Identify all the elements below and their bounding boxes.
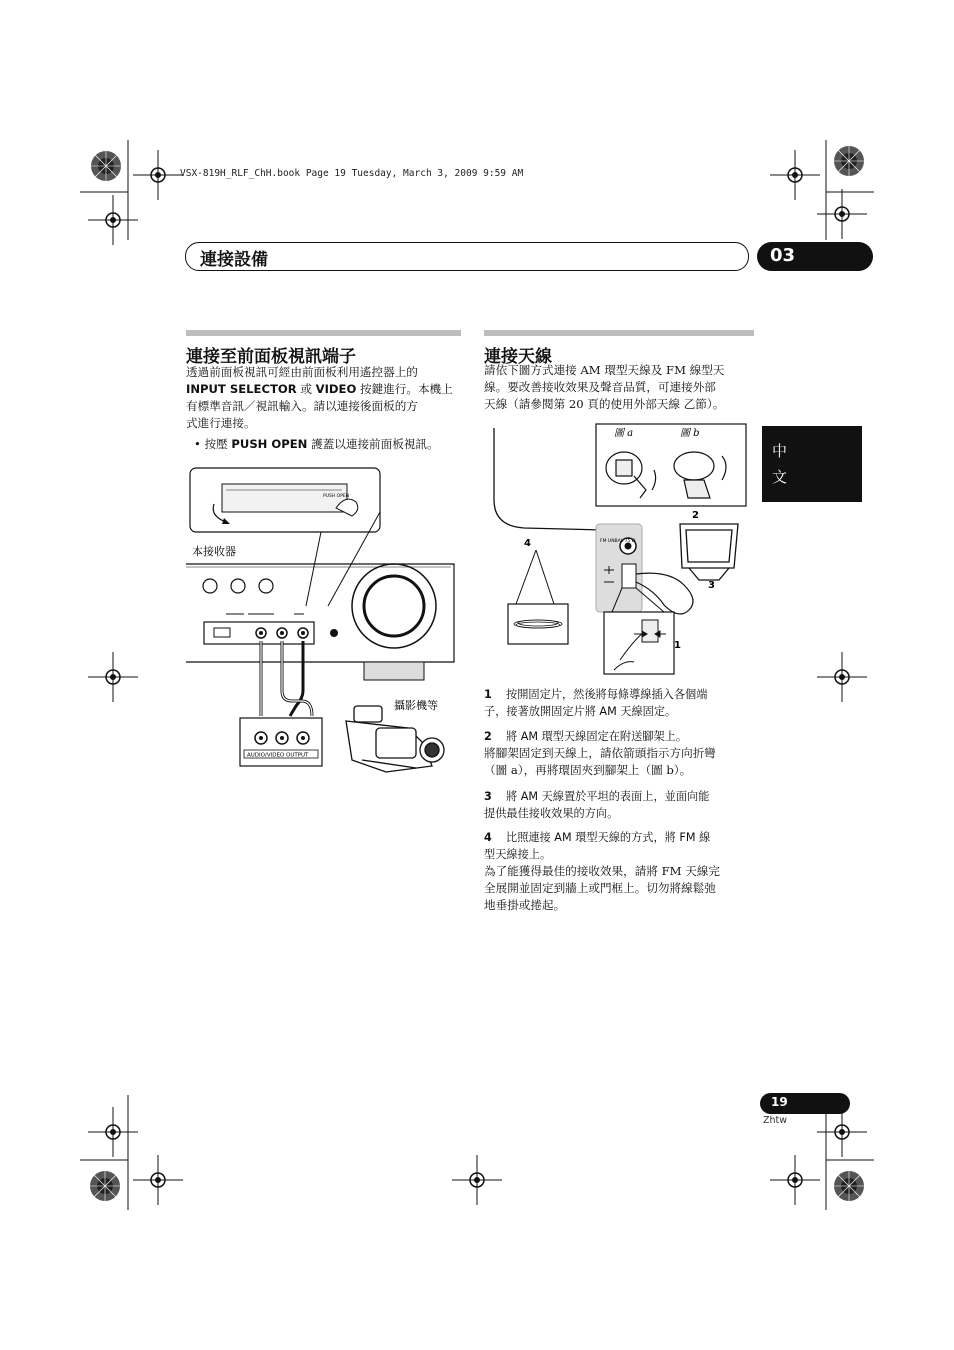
callout-1: 1 [674, 640, 681, 651]
step-note: 為了能獲得最佳的接收效果，請將 FM 天線完 [484, 864, 720, 878]
am-loop-antenna-icon [680, 524, 738, 580]
page-number-badge [760, 1093, 850, 1114]
step-text: 將 AM 天線置於平坦的表面上，並面向能 [506, 790, 710, 803]
step-text: 型天線接上。 [484, 848, 552, 861]
intro-line: 天線（請參閱第 20 頁的使用外部天線 乙節）。 [484, 397, 725, 411]
chapter-number-badge [757, 242, 873, 271]
fig-b-label: 圖 b [680, 428, 700, 439]
para-text: 或 [296, 382, 316, 396]
step-text: 將 AM 環型天線固定在附送腳架上。 [506, 730, 688, 743]
chapter-title: 連接設備 [200, 250, 268, 270]
para-line: 式進行連接。 [186, 416, 256, 430]
step-text: 子，接著放開固定片將 AM 天線固定。 [484, 705, 677, 718]
callout-2: 2 [692, 510, 699, 521]
input-selector-key: INPUT SELECTOR [186, 382, 297, 396]
antenna-intro [484, 362, 759, 413]
chapter-header-bar [185, 242, 749, 271]
antenna-step-3 [484, 788, 759, 822]
chapter-number: 03 [770, 245, 796, 266]
section-title-antenna: 連接天線 [484, 347, 552, 367]
para-text: 按鍵進行。本機上 [356, 382, 453, 396]
language-tab-char-2: 文 [772, 468, 788, 486]
para-line: 透過前面板視訊可經由前面板利用遙控器上的 [186, 365, 418, 379]
step-note: （圖 a），再將環固夾到腳架上（圖 b）。 [484, 763, 692, 777]
step-number: 1 [484, 688, 492, 701]
language-tab [762, 426, 862, 502]
fm-terminal-label: FM UNBAL 75 Ω [600, 539, 636, 544]
camcorder-icon [346, 706, 444, 772]
push-open-bullet [194, 436, 469, 453]
step-note: 將腳架固定到天線上，請依箭頭指示方向折彎 [484, 746, 716, 760]
language-code: Zhtw [763, 1115, 788, 1126]
front-video-paragraph [186, 364, 466, 432]
bullet-post: 護蓋以連接前面板視訊。 [307, 437, 439, 451]
antenna-step-2 [484, 728, 759, 779]
para-line [186, 381, 466, 398]
av-output-label: AUDIO/VIDEO OUTPUT [247, 752, 309, 759]
antenna-step-1 [484, 686, 759, 720]
fig-a-label: 圖 a [614, 428, 634, 439]
section-title-front-video: 連接至前面板視訊端子 [186, 347, 356, 367]
step-number: 4 [484, 831, 492, 844]
camcorder-label: 攝影機等 [394, 699, 438, 712]
push-open-key: PUSH OPEN [231, 437, 308, 451]
step-note: 全展開並固定到牆上或門框上。切勿將線鬆弛 [484, 881, 716, 895]
step-text: 按開固定片，然後將每條導線插入各個端 [506, 688, 708, 701]
antenna-connection-figure [484, 420, 754, 680]
step-text: 比照連接 AM 環型天線的方式，將 FM 線 [506, 831, 711, 844]
antenna-step-4 [484, 829, 759, 914]
language-tab-char-1: 中 [772, 442, 788, 460]
section-rule-left [186, 330, 461, 336]
page-number: 19 [771, 1095, 788, 1109]
print-info-line: VSX-819H_RLF_ChH.book Page 19 Tuesday, March 3, 2009 9:59 AM [180, 168, 524, 179]
receiver-label: 本接收器 [192, 545, 236, 558]
front-panel-connection-figure [186, 466, 461, 776]
step-text: 提供最佳接收效果的方向。 [484, 807, 619, 820]
section-rule-right [484, 330, 754, 336]
intro-line: 請依下圖方式連接 AM 環型天線及 FM 線型天 [484, 363, 725, 377]
step-note: 地垂掛或捲起。 [484, 898, 566, 912]
callout-4: 4 [524, 538, 531, 549]
callout-3: 3 [708, 580, 715, 591]
step-number: 3 [484, 790, 492, 803]
video-key: VIDEO [315, 382, 357, 396]
bullet-pre: • 按壓 [194, 437, 232, 451]
intro-line: 線。要改善接收效果及聲音品質，可連接外部 [484, 380, 716, 394]
para-line: 有標準音訊／視訊輸入。請以連接後面板的方 [186, 399, 418, 413]
push-open-text: PUSH OPEN [323, 494, 350, 499]
step-number: 2 [484, 730, 492, 743]
